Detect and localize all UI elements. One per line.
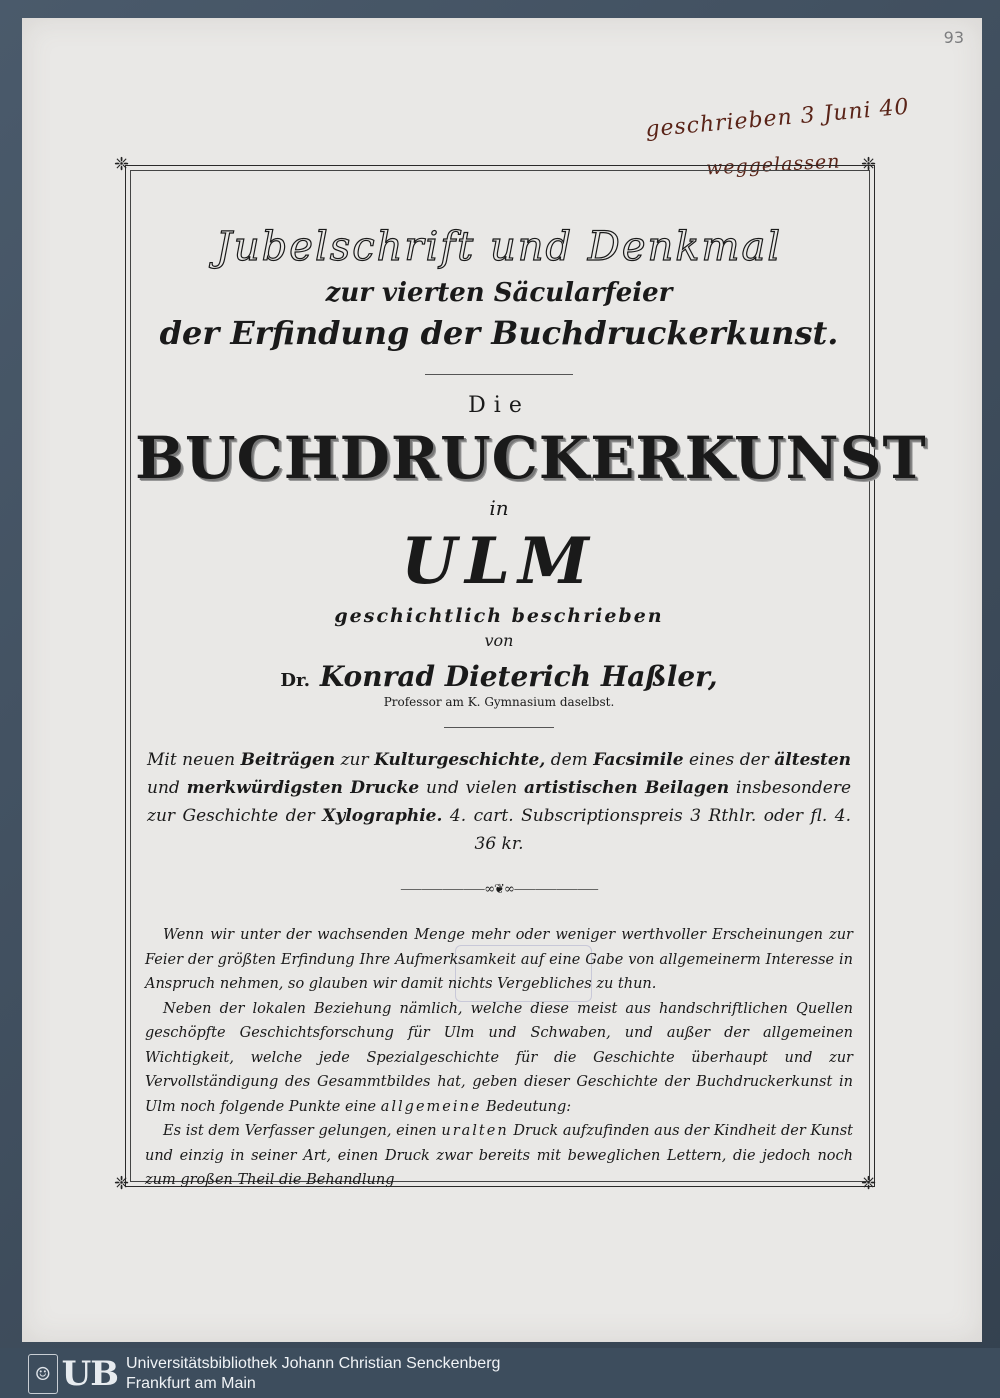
- corner-ornament-icon: ❈: [861, 1173, 877, 1194]
- footer-line-1: Universitätsbibliothek Johann Christian Senckenberg: [126, 1355, 501, 1372]
- logo-text: UB: [61, 1354, 118, 1394]
- divider: [425, 374, 573, 375]
- corner-ornament-icon: ❈: [861, 154, 877, 175]
- author-name: Konrad Dieterich Haßler,: [319, 660, 718, 693]
- description-paragraph: Mit neuen Beiträgen zur Kulturgeschichte, dem Facsimile eines der ältesten und merkwürdigsten Drucke und vielen artistischen Beilagen insbesondere zur Geschichte der Xylographie. 4. cart. Subscriptionspreis 3 Rthlr. oder fl. 4. 36 kr.: [147, 750, 852, 854]
- divider: [444, 727, 554, 728]
- footer-institution: [126, 1354, 500, 1394]
- ornament-divider: ⸺⸺⸺⸺∞❦∞⸺⸺⸺⸺: [400, 882, 598, 897]
- body-paragraph-3: Es ist dem Verfasser gelungen, einen uralten Druck aufzufinden aus der Kindheit der Kunst und einzig in seiner Art, einen Druck zwar bereits mit beweglichen Lettern, die jedoch noch zum großen Theil die Behandlung: [145, 1123, 853, 1188]
- title-die: Die: [468, 393, 530, 418]
- body-text: [135, 923, 863, 1193]
- footer-line-2: Frankfurt am Main: [126, 1375, 256, 1392]
- handwritten-note-2: weggelassen: [705, 150, 841, 180]
- title-line-3: der Erfindung der Buchdruckerkunst.: [159, 314, 839, 352]
- author-prefix: Dr.: [280, 670, 311, 691]
- library-logo[interactable]: [28, 1354, 118, 1394]
- portrait-icon: ☺: [28, 1354, 58, 1394]
- handwritten-note-1: geschrieben 3 Juni 40: [644, 94, 911, 143]
- author-title: Professor am K. Gymnasium daselbst.: [383, 695, 615, 709]
- page-number: 93: [943, 28, 964, 47]
- main-title: BUCHDRUCKERKUNST: [135, 424, 927, 492]
- body-paragraph-2: Neben der lokalen Beziehung nämlich, welche diese meist aus handschriftlichen Quellen geschöpfte Geschichtsforschung für Ulm und Schwaben, und außer der allgemeinen Wichtigkeit, welche jede Spezialgeschichte für die Geschichte überhaupt und zur Vervollständigung des Gesammtbildes hat, geben dieser Geschichte der Buchdruckerkunst in Ulm noch folgende Punkte eine allgemeine Bedeutung:: [145, 1000, 853, 1115]
- title-von: von: [484, 631, 514, 650]
- subtitle-described: geschichtlich beschrieben: [334, 605, 664, 627]
- author-line: [135, 660, 863, 693]
- document-content: [135, 180, 927, 1193]
- corner-ornament-icon: ❈: [114, 1173, 130, 1194]
- title-line-2: zur vierten Säcularfeier: [325, 278, 673, 308]
- title-line-1: Jubelschrift und Denkmal: [215, 224, 783, 270]
- corner-ornament-icon: ❈: [114, 154, 130, 175]
- city-title: ULM: [401, 524, 597, 599]
- title-in: in: [489, 496, 509, 520]
- body-paragraph-1: Wenn wir unter der wachsenden Menge mehr oder weniger werthvoller Erscheinungen zur Feier der größten Erfindung Ihre Aufmerksamkeit auf eine Gabe von allgemeinerm Interesse in Anspruch nehmen, so glauben wir damit nichts Vergebliches zu thun.: [145, 927, 853, 992]
